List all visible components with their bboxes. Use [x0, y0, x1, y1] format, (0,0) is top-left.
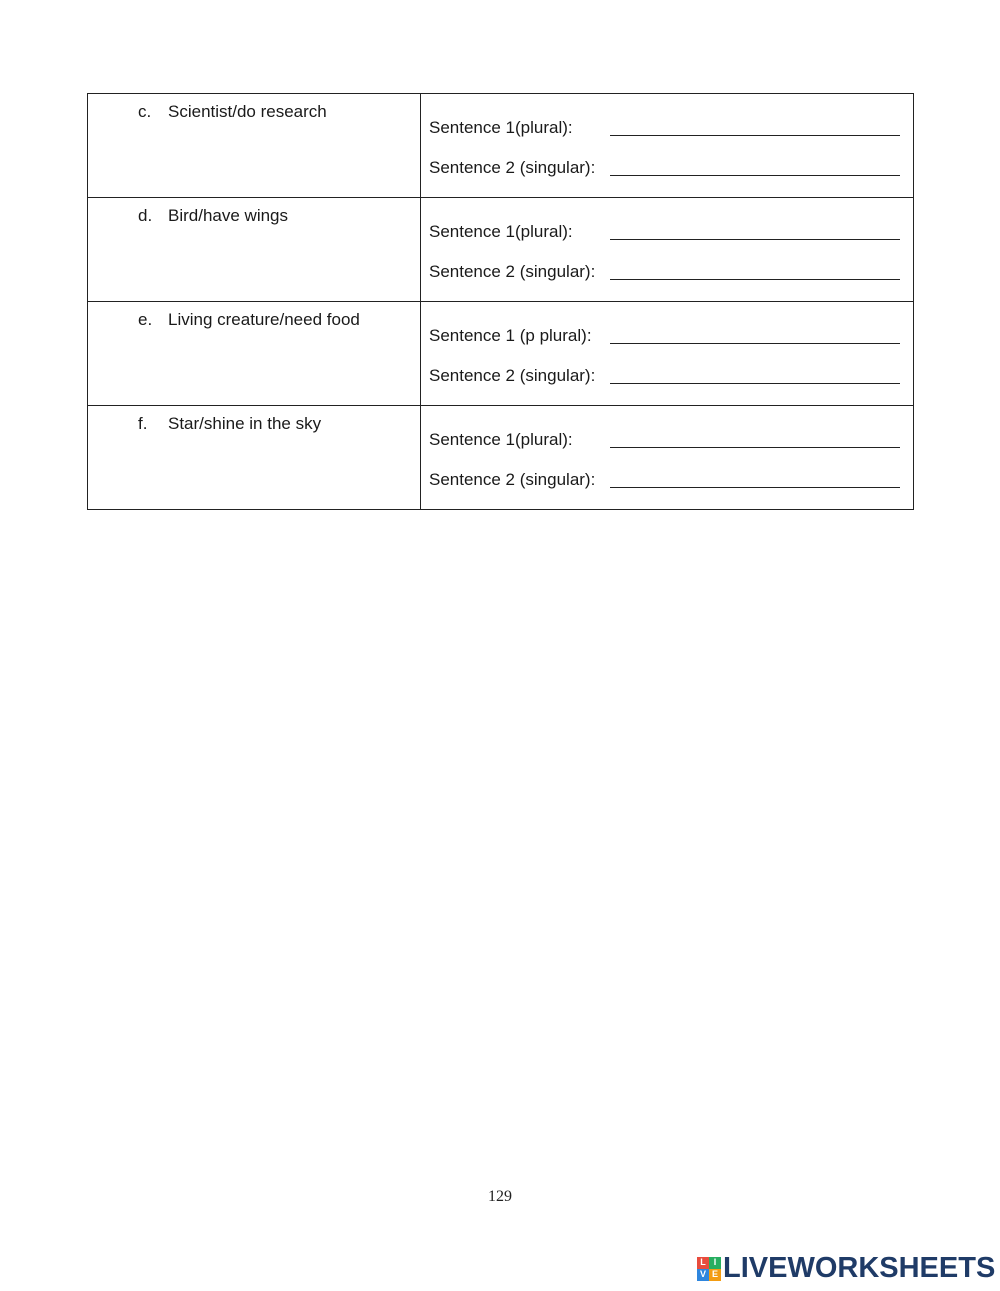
answers-cell: [421, 198, 914, 302]
logo-tile: L: [697, 1257, 709, 1269]
liveworksheets-logo-icon: [697, 1257, 721, 1281]
answer-line-plural: [421, 322, 913, 346]
table-row: [88, 406, 914, 510]
prompt-cell: [88, 406, 421, 510]
table-row: [88, 302, 914, 406]
answer-blank[interactable]: [610, 157, 900, 176]
answer-line-singular: [421, 362, 913, 386]
answers-cell: [421, 94, 914, 198]
prompt-cell: [88, 302, 421, 406]
prompt: [88, 302, 420, 330]
worksheet-table: [87, 93, 914, 510]
answer-label: Sentence 1(plural):: [429, 430, 573, 449]
answer-line-singular: [421, 466, 913, 490]
table-row: [88, 198, 914, 302]
prompt-letter: c.: [138, 102, 152, 121]
answer-label: Sentence 2 (singular):: [429, 158, 596, 177]
answer-blank[interactable]: [610, 469, 900, 488]
answers-cell: [421, 406, 914, 510]
table-row: [88, 94, 914, 198]
prompt-text: Bird/have wings: [168, 206, 289, 225]
answers-cell: [421, 302, 914, 406]
prompt-text: Living creature/need food: [168, 310, 360, 329]
answer-label: Sentence 2 (singular):: [429, 470, 596, 489]
answer-line-plural: [421, 426, 913, 450]
prompt-text: Star/shine in the sky: [168, 414, 322, 433]
liveworksheets-brand[interactable]: [697, 1254, 995, 1283]
answer-label: Sentence 1(plural):: [429, 222, 573, 241]
answer-line-plural: [421, 114, 913, 138]
logo-tile: E: [709, 1269, 721, 1281]
answer-label: Sentence 2 (singular):: [429, 366, 596, 385]
answer-blank[interactable]: [610, 325, 900, 344]
logo-tile: V: [697, 1269, 709, 1281]
logo-tile: I: [709, 1257, 721, 1269]
answer-line-singular: [421, 258, 913, 282]
answer-line-plural: [421, 218, 913, 242]
prompt-letter: e.: [138, 310, 153, 329]
answer-blank[interactable]: [610, 117, 900, 136]
page-number: 129: [488, 1188, 512, 1205]
answer-label: Sentence 1(plural):: [429, 118, 573, 137]
answer-line-singular: [421, 154, 913, 178]
answer-blank[interactable]: [610, 429, 900, 448]
prompt-cell: [88, 198, 421, 302]
answer-label: Sentence 2 (singular):: [429, 262, 596, 281]
prompt-letter: f.: [138, 414, 148, 433]
answer-blank[interactable]: [610, 261, 900, 280]
prompt-cell: [88, 94, 421, 198]
answer-blank[interactable]: [610, 365, 900, 384]
prompt: [88, 406, 420, 434]
prompt: [88, 94, 420, 122]
answer-blank[interactable]: [610, 221, 900, 240]
prompt: [88, 198, 420, 226]
prompt-text: Scientist/do research: [168, 102, 327, 121]
brand-text: LIVEWORKSHEETS: [723, 1252, 996, 1284]
prompt-letter: d.: [138, 206, 153, 225]
answer-label: Sentence 1 (p plural):: [429, 326, 592, 345]
